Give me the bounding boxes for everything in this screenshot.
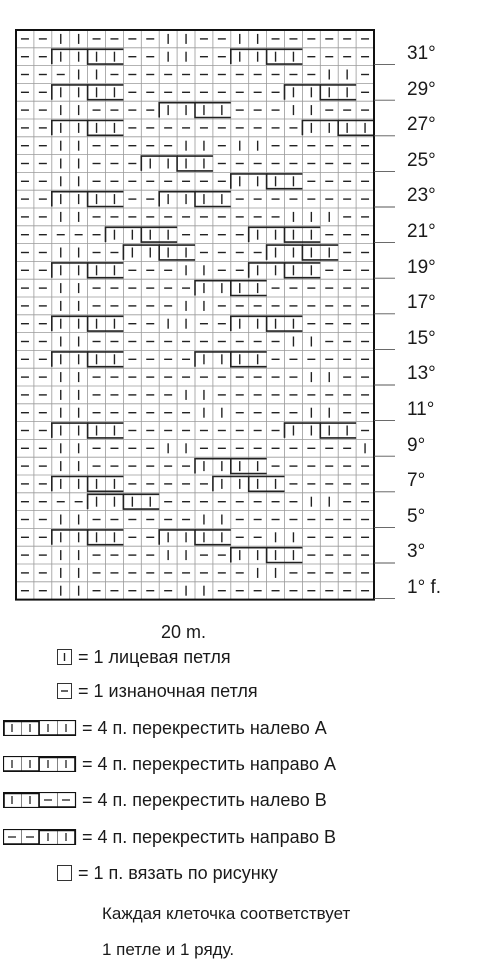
note-line: Каждая клеточка соответствует (102, 904, 351, 923)
row-label: 25° (407, 149, 436, 171)
legend-item-cable-left-b (0, 789, 481, 815)
empty-icon (57, 865, 72, 881)
cable-left-b-icon (3, 792, 77, 808)
row-label: 21° (407, 221, 436, 242)
row-label: 5° (407, 505, 426, 527)
legend-text: = 4 п. перекрестить направо В (82, 827, 336, 847)
legend-text: = 1 лицевая петля (78, 647, 231, 667)
note-line: 1 петле и 1 ряду. (102, 940, 235, 959)
row-label: 1° f. (407, 577, 442, 598)
cable-right-b-icon (3, 829, 77, 845)
row-label: 19° (407, 256, 436, 278)
legend-item-cable-right-a (0, 753, 481, 779)
row-label: 23° (407, 185, 436, 207)
knit-icon (57, 649, 72, 665)
row-label: 15° (407, 327, 436, 349)
row-label: 17° (407, 292, 436, 314)
purl-icon (57, 683, 72, 699)
row-label: 3° (407, 541, 426, 563)
legend-item-empty (0, 862, 481, 888)
legend-text: = 4 п. перекрестить направо А (82, 754, 336, 774)
stitch-count-label: 20 m. (161, 622, 207, 642)
row-label: 29° (407, 78, 436, 100)
row-label: 11° (407, 399, 435, 420)
row-label: 13° (407, 363, 436, 385)
legend-text: = 1 изнаночная петля (78, 681, 258, 701)
cable-left-a-icon (3, 720, 77, 736)
cable-right-a-icon (3, 756, 77, 772)
legend-item-knit (0, 646, 481, 672)
legend-item-cable-left-a (0, 717, 481, 743)
row-label: 9° (407, 434, 426, 456)
row-label: 31° (407, 43, 436, 64)
legend-item-cable-right-b (0, 826, 481, 852)
legend-item-purl (0, 680, 481, 706)
legend-text: = 4 п. перекрестить налево В (82, 790, 327, 810)
row-label: 7° (407, 470, 426, 492)
legend-text: = 1 п. вязать по рисунку (78, 863, 278, 883)
row-label: 27° (407, 114, 436, 136)
legend-text: = 4 п. перекрестить налево А (82, 718, 327, 738)
